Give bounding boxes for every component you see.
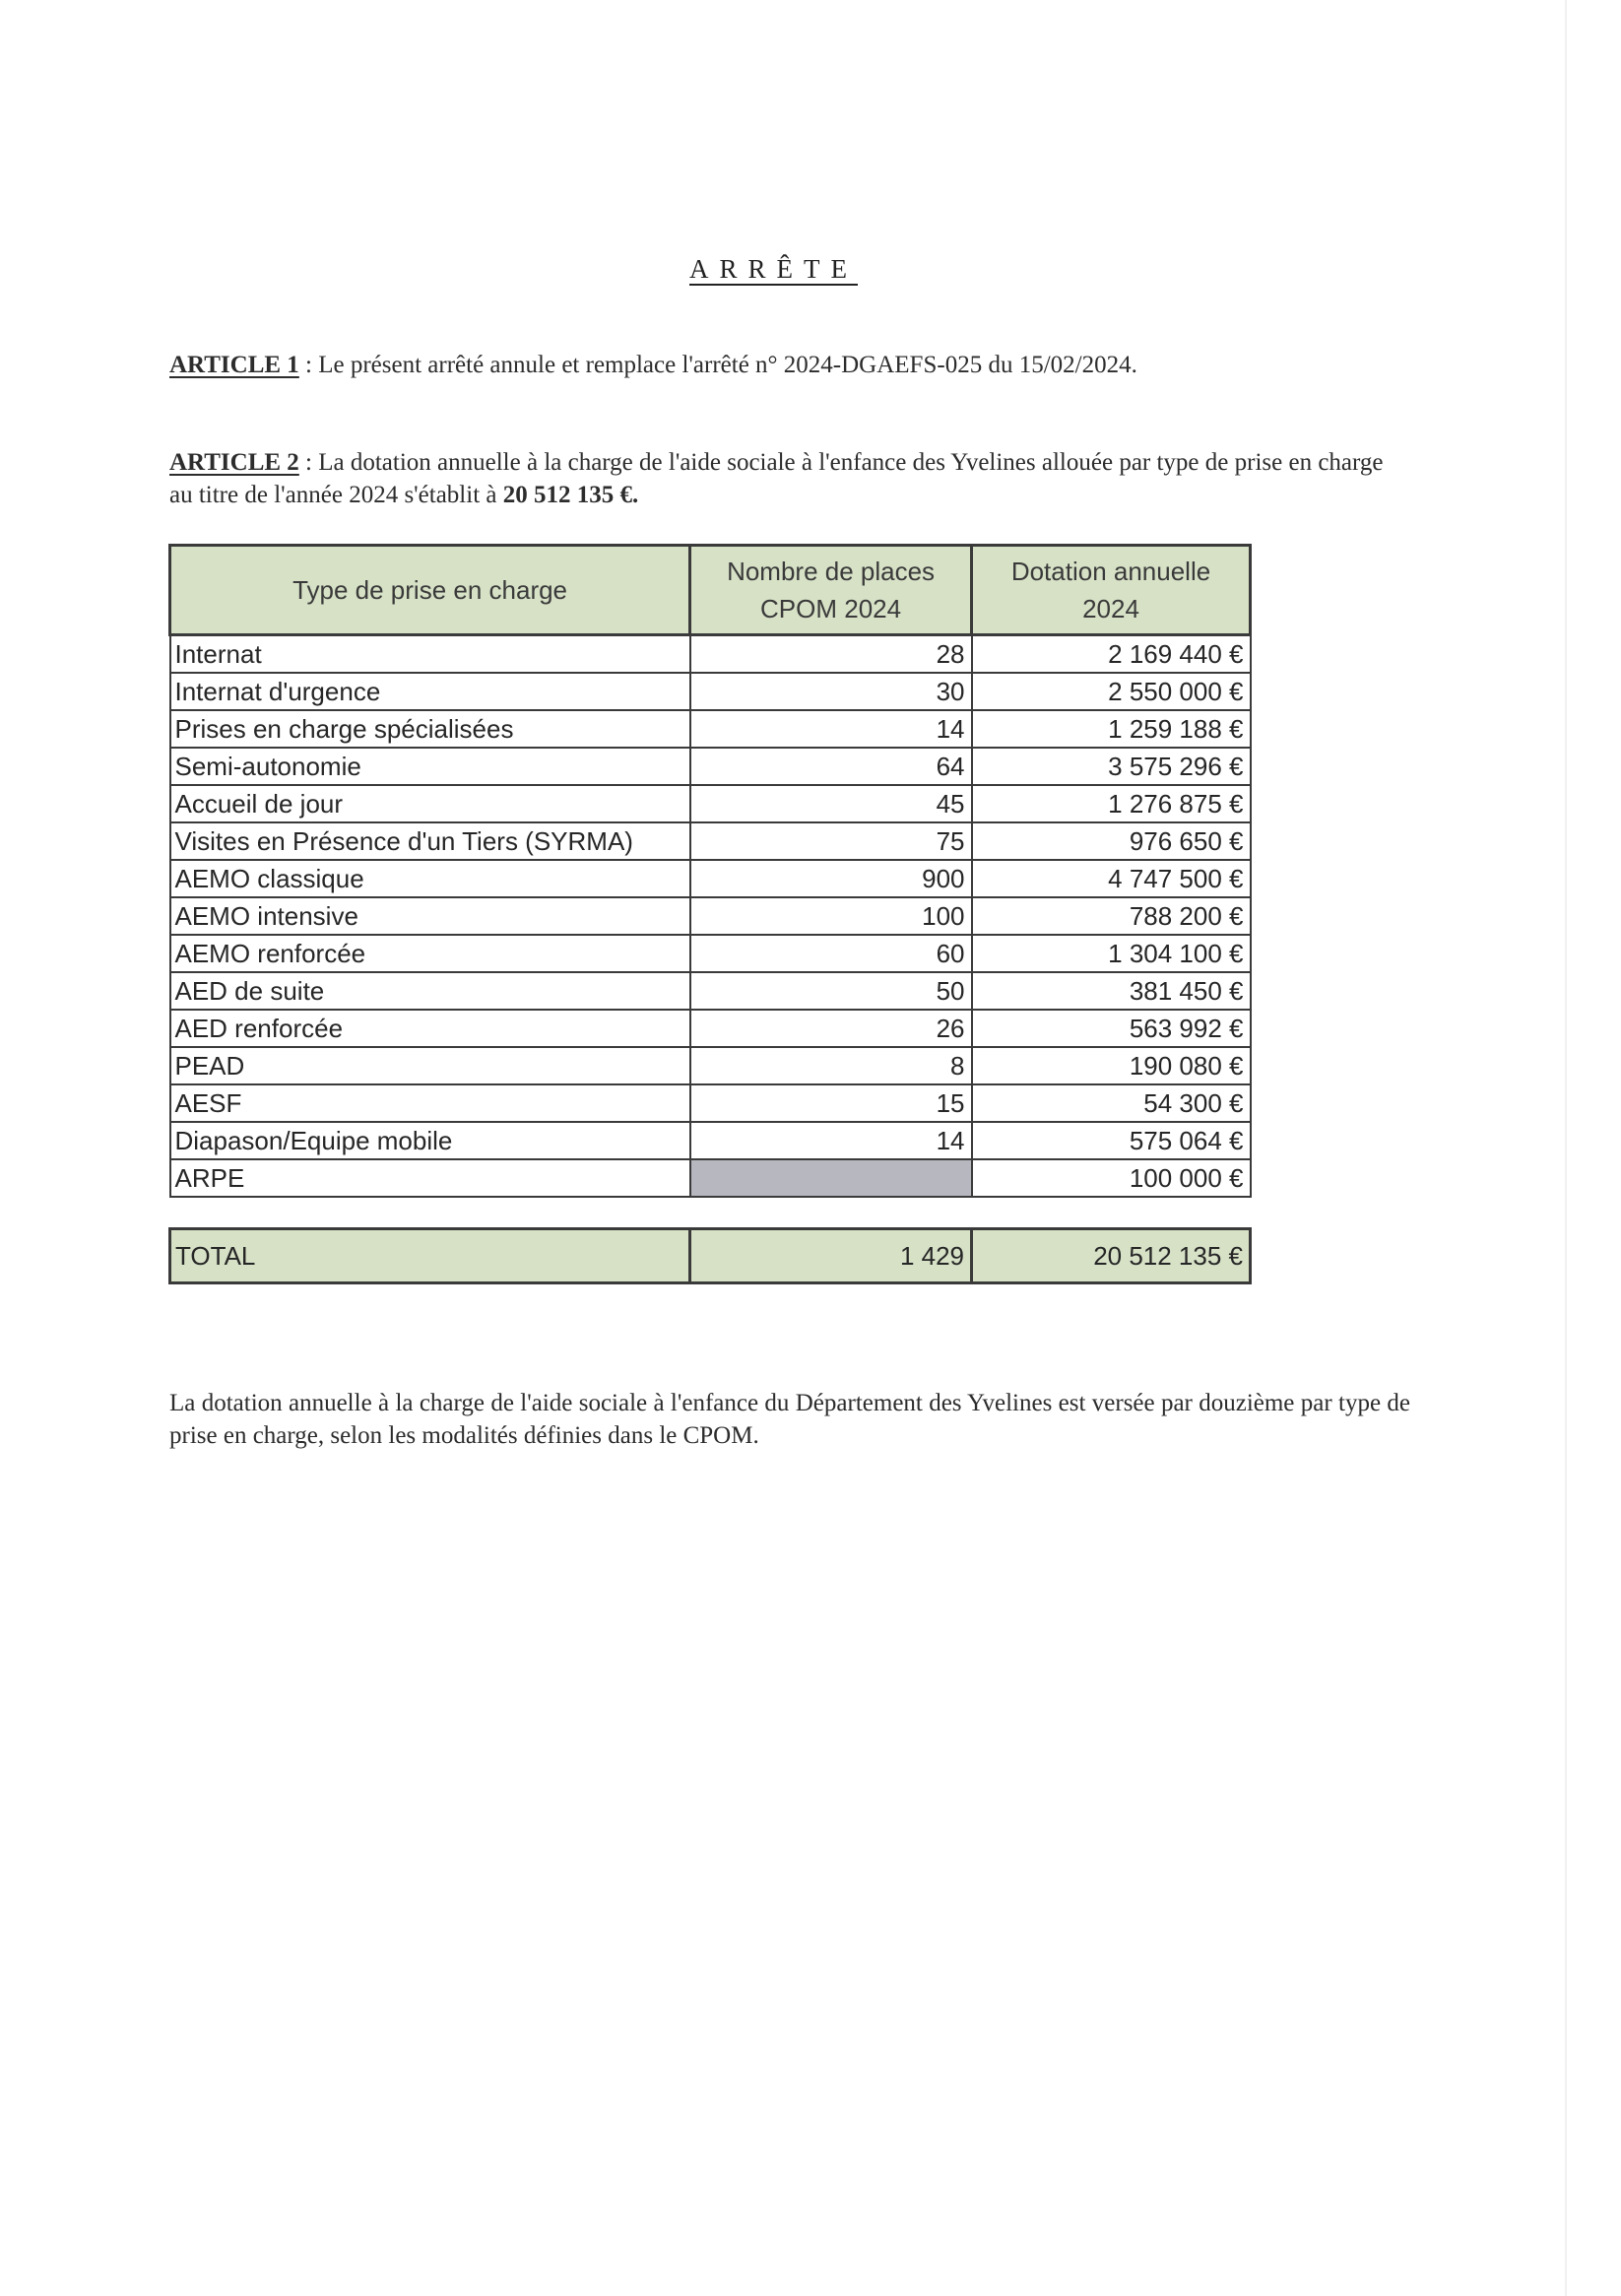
header-places bbox=[690, 546, 972, 635]
row-places-cell: 15 bbox=[690, 1084, 972, 1122]
article-2-end: . bbox=[632, 482, 639, 508]
row-dotation-cell: 1 304 100 € bbox=[972, 935, 1251, 972]
row-type-cell: Semi-autonomie bbox=[170, 748, 690, 785]
row-places-cell: 900 bbox=[690, 860, 972, 897]
row-places-cell: 75 bbox=[690, 822, 972, 860]
row-places-cell: 14 bbox=[690, 1122, 972, 1159]
row-places-cell: 64 bbox=[690, 748, 972, 785]
row-type-cell: AEMO renforcée bbox=[170, 935, 690, 972]
dotation-table bbox=[168, 544, 1252, 1284]
table-header bbox=[170, 546, 1251, 635]
table-row bbox=[170, 710, 1251, 748]
row-type-cell: AEMO intensive bbox=[170, 897, 690, 935]
header-places-line2: CPOM 2024 bbox=[760, 594, 902, 623]
row-dotation-cell: 563 992 € bbox=[972, 1010, 1251, 1047]
table-row bbox=[170, 635, 1251, 674]
header-type: Type de prise en charge bbox=[170, 546, 690, 635]
total-row bbox=[170, 1229, 1251, 1283]
table-row bbox=[170, 1047, 1251, 1084]
row-dotation-cell: 1 259 188 € bbox=[972, 710, 1251, 748]
row-type-cell: Diapason/Equipe mobile bbox=[170, 1122, 690, 1159]
row-places-cell: 26 bbox=[690, 1010, 972, 1047]
row-places-cell bbox=[690, 1159, 972, 1197]
article-2 bbox=[169, 446, 1410, 511]
table-row bbox=[170, 1010, 1251, 1047]
row-dotation-cell: 1 276 875 € bbox=[972, 785, 1251, 822]
row-dotation-cell: 4 747 500 € bbox=[972, 860, 1251, 897]
row-type-cell: Internat d'urgence bbox=[170, 673, 690, 710]
total-dotation: 20 512 135 € bbox=[972, 1229, 1251, 1283]
article-1 bbox=[169, 349, 1410, 381]
total-label: TOTAL bbox=[170, 1229, 690, 1283]
row-type-cell: AEMO classique bbox=[170, 860, 690, 897]
row-type-cell: AESF bbox=[170, 1084, 690, 1122]
row-places-cell: 14 bbox=[690, 710, 972, 748]
row-dotation-cell: 3 575 296 € bbox=[972, 748, 1251, 785]
row-dotation-cell: 54 300 € bbox=[972, 1084, 1251, 1122]
header-dotation-line2: 2024 bbox=[1082, 594, 1139, 623]
row-places-cell: 30 bbox=[690, 673, 972, 710]
row-dotation-cell: 100 000 € bbox=[972, 1159, 1251, 1197]
row-type-cell: Internat bbox=[170, 635, 690, 674]
row-type-cell: AED de suite bbox=[170, 972, 690, 1010]
page-edge bbox=[1565, 0, 1567, 2296]
row-type-cell: PEAD bbox=[170, 1047, 690, 1084]
row-type-cell: Prises en charge spécialisées bbox=[170, 710, 690, 748]
table-header-row bbox=[170, 546, 1251, 635]
row-places-cell: 8 bbox=[690, 1047, 972, 1084]
header-dotation-line1: Dotation annuelle bbox=[1010, 557, 1211, 586]
row-places-cell: 50 bbox=[690, 972, 972, 1010]
table-total bbox=[170, 1197, 1251, 1283]
row-dotation-cell: 976 650 € bbox=[972, 822, 1251, 860]
table-row bbox=[170, 972, 1251, 1010]
table-row bbox=[170, 1084, 1251, 1122]
row-dotation-cell: 788 200 € bbox=[972, 897, 1251, 935]
article-1-text: : Le présent arrêté annule et remplace l'arrêté n° 2024-DGAEFS-025 du 15/02/2024. bbox=[298, 352, 1137, 378]
row-type-cell: ARPE bbox=[170, 1159, 690, 1197]
spacer-row bbox=[170, 1197, 1251, 1229]
table-row bbox=[170, 748, 1251, 785]
header-places-line1: Nombre de places bbox=[727, 557, 936, 586]
row-places-cell: 60 bbox=[690, 935, 972, 972]
row-dotation-cell: 190 080 € bbox=[972, 1047, 1251, 1084]
table-row bbox=[170, 860, 1251, 897]
article-2-text: : La dotation annuelle à la charge de l'aide sociale à l'enfance des Yvelines allouée par type de prise en charge au titre de l'année 2024 s'établit à bbox=[169, 449, 1384, 508]
table-row bbox=[170, 785, 1251, 822]
row-places-cell: 100 bbox=[690, 897, 972, 935]
row-dotation-cell: 2 550 000 € bbox=[972, 673, 1251, 710]
row-places-cell: 28 bbox=[690, 635, 972, 674]
article-2-label: ARTICLE 2 bbox=[169, 449, 299, 476]
row-type-cell: Accueil de jour bbox=[170, 785, 690, 822]
total-places: 1 429 bbox=[690, 1229, 972, 1283]
table-row bbox=[170, 1159, 1251, 1197]
row-type-cell: AED renforcée bbox=[170, 1010, 690, 1047]
page-title: ARRÊTE bbox=[689, 254, 858, 284]
row-places-cell: 45 bbox=[690, 785, 972, 822]
table-body bbox=[170, 635, 1251, 1198]
table-row bbox=[170, 897, 1251, 935]
row-dotation-cell: 2 169 440 € bbox=[972, 635, 1251, 674]
article-1-label: ARTICLE 1 bbox=[169, 352, 299, 378]
table-row bbox=[170, 1122, 1251, 1159]
table-row bbox=[170, 935, 1251, 972]
row-type-cell: Visites en Présence d'un Tiers (SYRMA) bbox=[170, 822, 690, 860]
header-dotation bbox=[972, 546, 1251, 635]
row-dotation-cell: 575 064 € bbox=[972, 1122, 1251, 1159]
article-2-amount: 20 512 135 € bbox=[502, 482, 632, 508]
table-row bbox=[170, 673, 1251, 710]
table-row bbox=[170, 822, 1251, 860]
closing-paragraph: La dotation annuelle à la charge de l'aide sociale à l'enfance du Département des Yvelines est versée par douzième par type de prise en charge, selon les modalités définies dans le CPOM. bbox=[169, 1390, 1410, 1449]
row-dotation-cell: 381 450 € bbox=[972, 972, 1251, 1010]
